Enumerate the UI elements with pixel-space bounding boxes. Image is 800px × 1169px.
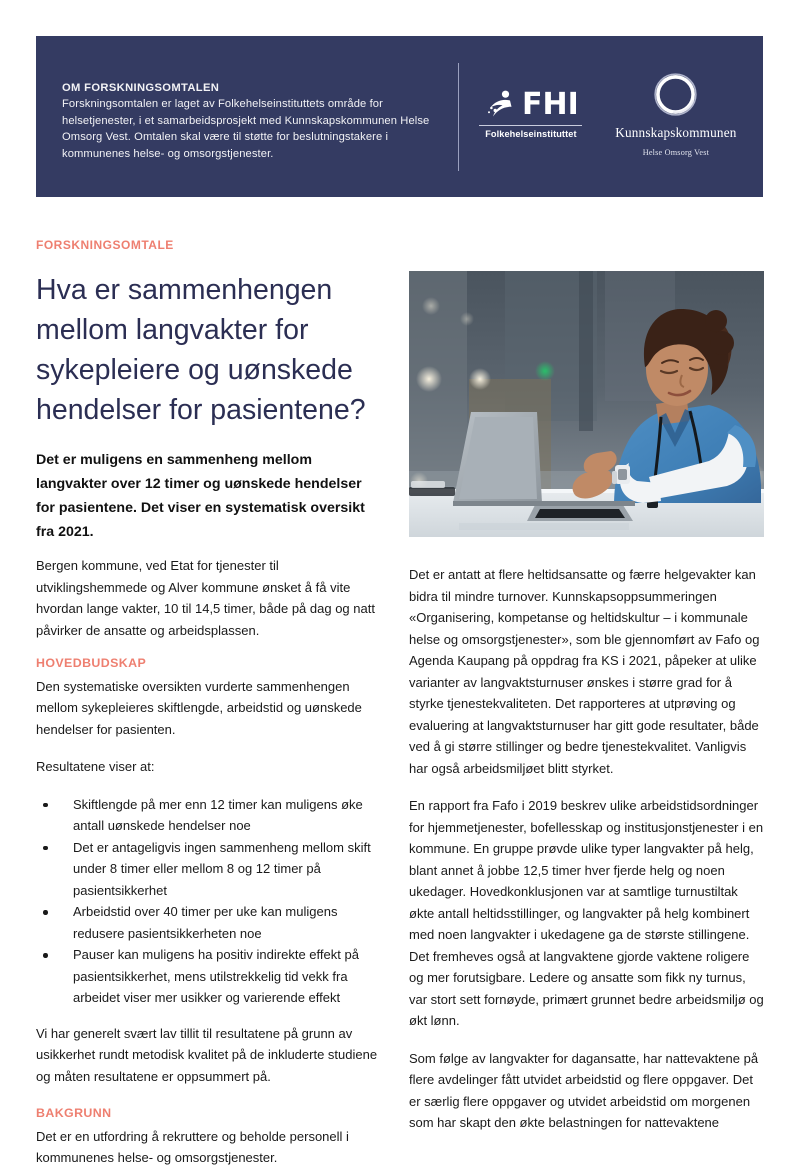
hovedbudskap-closing: Vi har generelt svært lav tillit til resultatene på grunn av usikkerhet rundt metodisk kvalitet på de inkluderte studiene og måten resultatene er oppsummert på. — [36, 1025, 378, 1084]
section-heading-bakgrunn: BAKGRUNN — [36, 1106, 112, 1120]
list-item: Det er antageligvis ingen sammenheng mellom skift under 8 timer eller mellom 8 og 12 timer på pasientsikkerhet — [36, 837, 391, 902]
hovedbudskap-bullet-list — [36, 794, 391, 1009]
about-banner-body: Forskningsomtalen er laget av Folkehelseinstituttets område for helsetjenester, i et samarbeidsprosjekt med Kunnskapskommunen Helse Omsorg Vest. Omtalen skal være til støtte for beslutningstakere i kommunenes helse- og omsorgstjenester. — [62, 98, 430, 160]
fhi-logo-subtitle: Folkehelseinstituttet — [485, 128, 577, 139]
fhi-logo — [479, 88, 582, 139]
section-heading-hovedbudskap: HOVEDBUDSKAP — [36, 656, 147, 670]
bakgrunn-paragraph: Det er en utfordring å rekruttere og beholde personell i kommunenes helse- og omsorgstjenester. — [36, 1128, 349, 1165]
article-kicker: FORSKNINGSOMTALE — [36, 238, 174, 252]
list-item: Skiftlengde på mer enn 12 timer kan muligens øke antall uønskede hendelser noe — [36, 794, 391, 837]
fhi-logo-row — [483, 88, 579, 122]
article-lead: Det er muligens en sammenheng mellom langvakter over 12 timer og uønskede hendelser for pasientene. Det viser en systematisk oversikt fra 2021. — [36, 452, 365, 540]
hovedbudskap-paragraph: Den systematiske oversikten vurderte sammenhengen mellom sykepleieres skiftlengde, arbeidstid og uønskede hendelser for pasienten. — [36, 678, 362, 737]
kunnskapskommunen-ring-icon — [652, 71, 699, 118]
fhi-wordmark: FHI — [522, 87, 579, 123]
fhi-logo-rule — [479, 125, 582, 126]
article-intro: Bergen kommune, ved Etat for tjenester til utviklingshemmede og Alver kommune ønsket å få vite hvordan lange vakter, 10 til 14,5 timer, både på dag og natt påvirker de ansatte og arbeidsplassen. — [36, 558, 375, 638]
right-column-paragraph: Det er antatt at flere heltidsansatte og færre helgevakter kan bidra til mindre turnover. Kunnskapsoppsummeringen «Organisering, kompetanse og heltidskultur – i kommunale helse og omsorgstjenester», som ble gjennomført av Fafo og Agenda Kaupang på oppdrag fra KS i 2021, påpeker at ulike varianter av langvaktsturnuser ønskes i større grad for å styrke tjenestekvaliteten. Det rapporteres at utprøving og evaluering at langvaktsturnuser har gitt gode resultater, både ved å gi større stillinger og bedre tjenestekvalitet. Vanligvis har også arbeidsmiljøet blitt styrket. — [409, 567, 760, 776]
about-banner-kicker: OM FORSKNINGSOMTALEN — [62, 82, 220, 94]
left-column — [36, 653, 391, 1169]
banner-logo-group — [459, 36, 763, 197]
kunnskapskommunen-subtitle: Helse Omsorg Vest — [642, 147, 710, 157]
hero-photo — [409, 271, 764, 537]
right-column-paragraph: En rapport fra Fafo i 2019 beskrev ulike arbeidstidsordninger for hjemmetjenester, bofellesskap og institusjonstjenester i en kommune. En gruppe prøvde ulike typer langvakter på helg, blant annet å jobbe 12,5 timer hver fjerde helg og noen ukedager. Hovedkonklusjonen var at samtlige turnustiltak økte antall heltidsstillinger, og langvakter på helg kombinert med noen langvakter i ukedagene ga de største stillingene. Det fremheves også at langvaktene gjorde vaktene roligere og mer forutsigbare. Ledere og ansatte som fikk ny turnus, var stort sett fornøyde, primært grunnet bedre arbeidsmiljø og økt lønn. — [409, 798, 764, 1028]
list-item: Arbeidstid over 40 timer per uke kan muligens redusere pasientsikkerheten noe — [36, 901, 391, 944]
about-banner — [36, 36, 763, 197]
fhi-figure-icon — [483, 88, 517, 122]
results-intro: Resultatene viser at: — [36, 759, 155, 774]
page-title: Hva er sammenhengen mellom langvakter for sykepleiere og uønskede hendelser for pasientene? — [36, 274, 366, 426]
kunnskapskommunen-wordmark: Kunnskapskommunen — [615, 124, 737, 140]
kunnskapskommunen-logo — [615, 71, 736, 157]
right-column — [409, 564, 765, 1134]
list-item: Pauser kan muligens ha positiv indirekte effekt på pasientsikkerhet, mens utilstrekkelig tid vekk fra arbeidet viser mer usikker og varierende effekt — [36, 944, 391, 1009]
about-banner-text — [36, 36, 458, 197]
right-column-paragraph: Som følge av langvakter for dagansatte, har nattevaktene på flere avdelinger fått utvidet arbeidstid og flere oppgaver. Det er særlig flere oppgaver og utvidet arbeidstid om morgenen som har skapt den økte belastningen for nattevaktene — [409, 1050, 759, 1130]
